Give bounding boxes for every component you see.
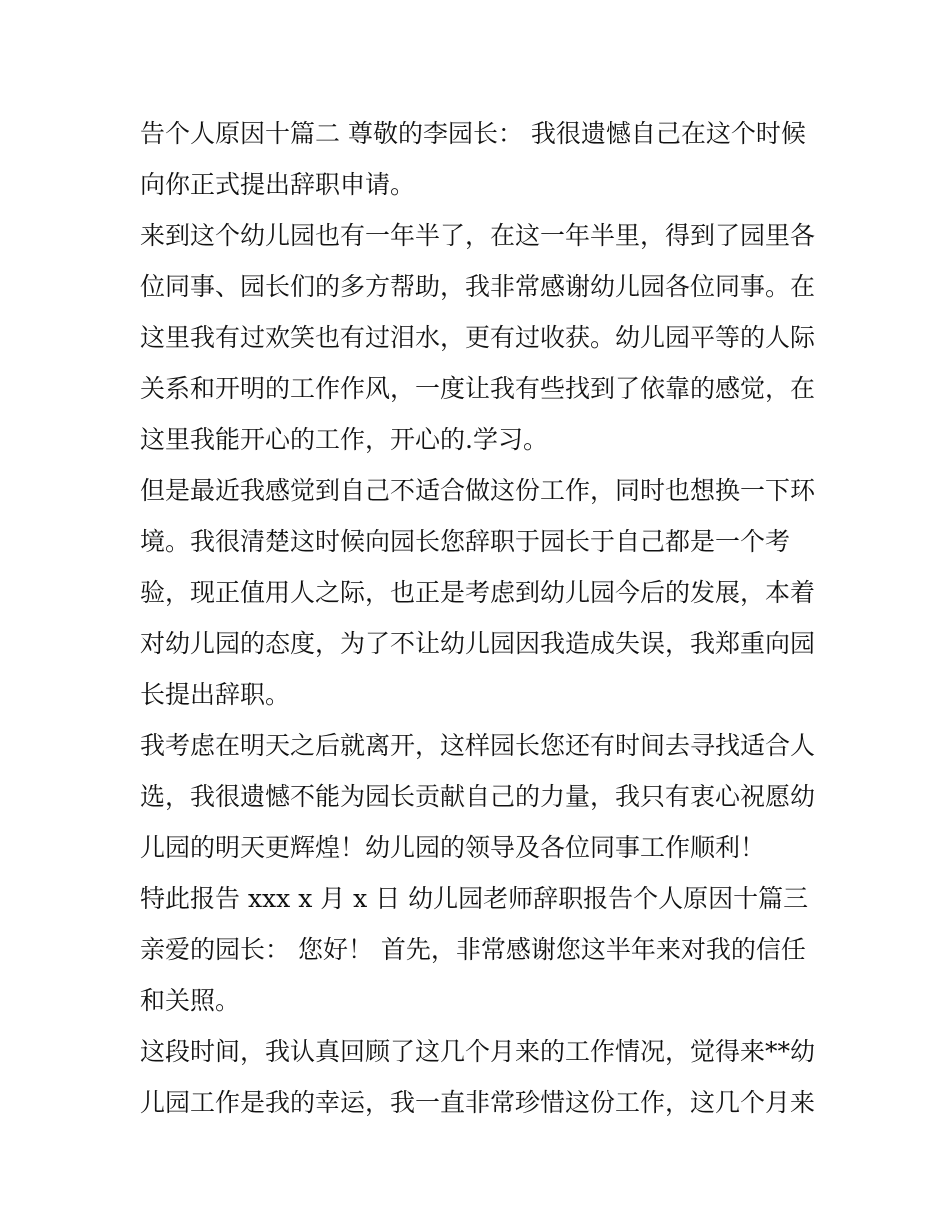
text-line: 向你正式提出辞职申请。 (140, 170, 416, 199)
text-line: 特此报告 xxx x 月 x 日 幼儿园老师辞职报告个人原因十篇三 (140, 884, 809, 913)
text-line: 验，现正值用人之际，也正是考虑到幼儿园今后的发展，本着 (140, 578, 816, 607)
text-line: 儿园工作是我的幸运，我一直非常珍惜这份工作，这几个月来 (140, 1088, 816, 1117)
text-line: 对幼儿园的态度，为了不让幼儿园因我造成失误，我郑重向园 (140, 629, 816, 658)
text-line: 告个人原因十篇二 尊敬的李园长： 我很遗憾自己在这个时候 (140, 119, 806, 148)
text-line: 这里我能开心的工作，开心的.学习。 (140, 425, 548, 454)
text-line: 位同事、园长们的多方帮助，我非常感谢幼儿园各位同事。在 (140, 272, 816, 301)
text-line: 这段时间，我认真回顾了这几个月来的工作情况，觉得来**幼 (140, 1037, 816, 1066)
document-body (140, 108, 840, 1128)
text-line: 这里我有过欢笑也有过泪水，更有过收获。幼儿园平等的人际 (140, 323, 816, 352)
text-line: 我考虑在明天之后就离开，这样园长您还有时间去寻找适合人 (140, 731, 816, 760)
text-line: 亲爱的园长： 您好！ 首先，非常感谢您这半年来对我的信任 (140, 935, 806, 964)
text-line: 儿园的明天更辉煌！幼儿园的领导及各位同事工作顺利！ (140, 833, 766, 862)
text-line: 境。我很清楚这时候向园长您辞职于园长于自己都是一个考 (140, 527, 791, 556)
text-line: 但是最近我感觉到自己不适合做这份工作，同时也想换一下环 (140, 476, 816, 505)
text-line: 和关照。 (140, 986, 241, 1015)
text-line: 来到这个幼儿园也有一年半了，在这一年半里，得到了园里各 (140, 221, 816, 250)
text-line: 长提出辞职。 (140, 680, 291, 709)
text-line: 关系和开明的工作作风，一度让我有些找到了依靠的感觉，在 (140, 374, 816, 403)
text-line: 选，我很遗憾不能为园长贡献自己的力量，我只有衷心祝愿幼 (140, 782, 816, 811)
